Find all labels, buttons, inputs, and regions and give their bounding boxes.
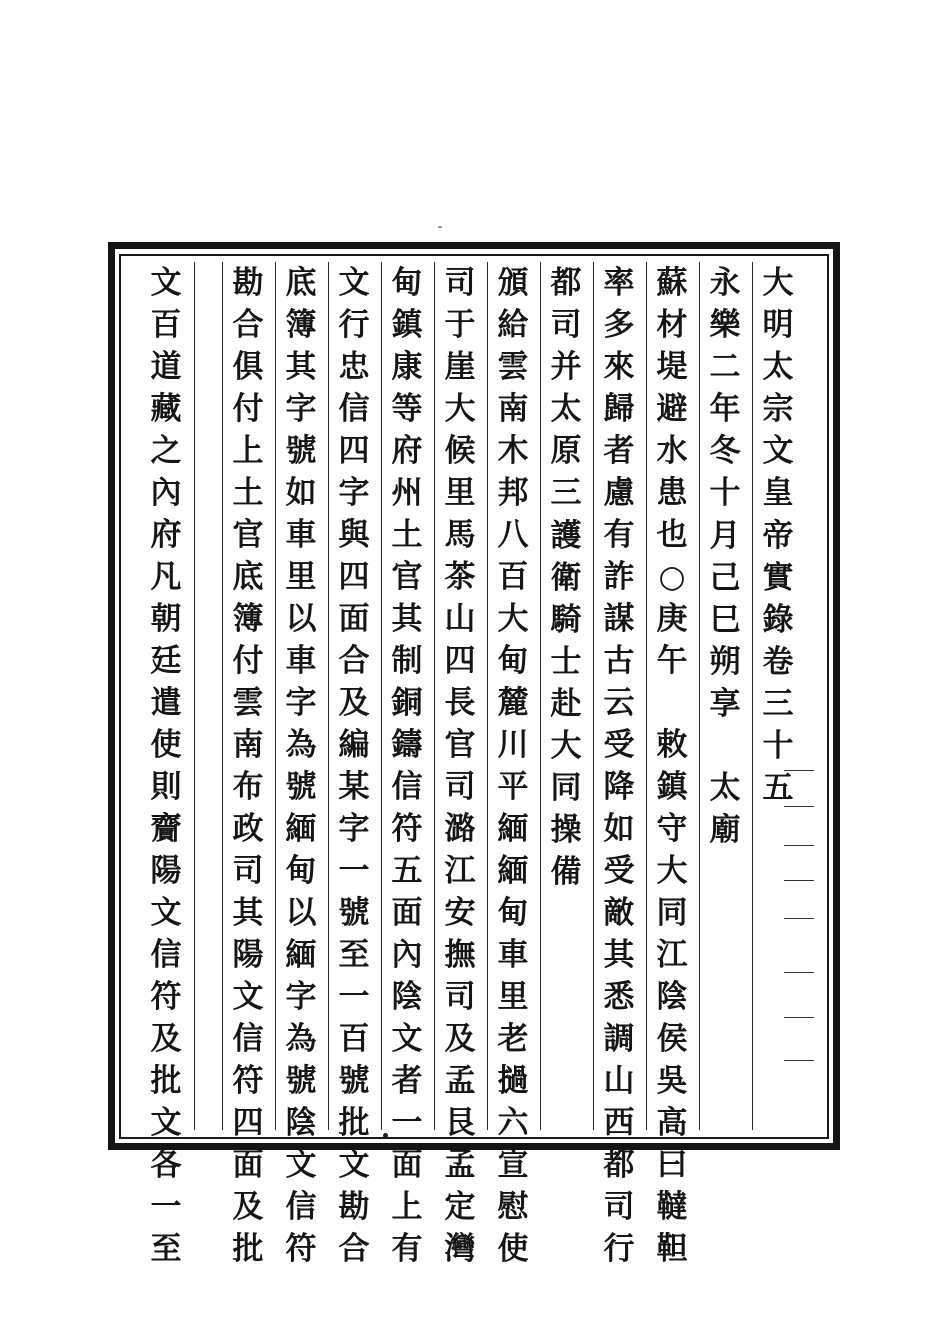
- glyph: 字: [285, 685, 317, 721]
- glyph: 六: [497, 1105, 529, 1141]
- glyph: 馬: [444, 517, 476, 553]
- glyph: 詐: [603, 559, 635, 595]
- glyph: 四: [338, 433, 370, 469]
- glyph: 文: [391, 1021, 423, 1057]
- glyph: 年: [709, 391, 741, 428]
- glyph: 緬: [285, 937, 317, 973]
- glyph: 信: [150, 937, 182, 973]
- glyph: 受: [603, 727, 635, 763]
- glyph: 定: [444, 1189, 476, 1225]
- glyph: 陽: [150, 853, 182, 889]
- glyph: 及: [150, 1021, 182, 1057]
- glyph: 百: [497, 559, 529, 595]
- glyph: 多: [603, 307, 635, 343]
- glyph: [648, 682, 696, 724]
- glyph: 三: [550, 475, 582, 512]
- glyph: 符: [150, 979, 182, 1015]
- glyph: 都: [603, 1147, 635, 1183]
- glyph: 歸: [603, 391, 635, 427]
- glyph: 司: [444, 265, 476, 301]
- glyph: 府: [150, 517, 182, 553]
- glyph: 敵: [603, 895, 635, 931]
- glyph: 編: [338, 727, 370, 763]
- glyph: 南: [232, 727, 264, 763]
- glyph: 合: [232, 307, 264, 343]
- glyph: 山: [444, 601, 476, 637]
- glyph: 內: [391, 937, 423, 973]
- glyph: 陽: [232, 937, 264, 973]
- glyph: 皇: [762, 475, 794, 512]
- glyph: 符: [391, 811, 423, 847]
- glyph: 其: [285, 349, 317, 385]
- glyph: 司: [550, 307, 582, 344]
- glyph: 四: [338, 559, 370, 595]
- glyph: 灣: [444, 1231, 476, 1267]
- glyph: 冬: [709, 433, 741, 470]
- glyph: 為: [285, 1021, 317, 1057]
- glyph: 錄: [762, 601, 794, 638]
- glyph: 凡: [150, 559, 182, 595]
- glyph: 慮: [603, 475, 635, 511]
- column-text-8: [381, 262, 433, 1267]
- glyph: 老: [497, 1021, 529, 1057]
- glyph: 及: [338, 685, 370, 721]
- glyph: 陰: [656, 979, 688, 1015]
- glyph: 百: [150, 307, 182, 343]
- glyph: 內: [150, 475, 182, 511]
- glyph: 遣: [150, 685, 182, 721]
- glyph: 鑄: [391, 727, 423, 763]
- glyph: 宗: [762, 391, 794, 428]
- glyph: 守: [656, 811, 688, 847]
- column-rule: [194, 262, 195, 1130]
- glyph: 及: [444, 1021, 476, 1057]
- glyph: 朝: [150, 601, 182, 637]
- glyph: 大: [444, 391, 476, 427]
- glyph: 頒: [497, 265, 529, 301]
- glyph: 底: [285, 265, 317, 301]
- glyph: 號: [285, 769, 317, 805]
- glyph: 庚: [656, 601, 688, 637]
- glyph: 古: [603, 643, 635, 679]
- glyph: 面: [391, 1147, 423, 1183]
- glyph: 明: [762, 307, 794, 344]
- glyph: 甸: [391, 265, 423, 301]
- glyph: 艮: [444, 1105, 476, 1141]
- glyph: 上: [391, 1189, 423, 1225]
- glyph: 靼: [656, 1231, 688, 1267]
- glyph: 使: [497, 1231, 529, 1267]
- glyph: 銅: [391, 685, 423, 721]
- glyph: 面: [391, 895, 423, 931]
- glyph: 慰: [497, 1189, 529, 1225]
- glyph: 敕: [656, 727, 688, 763]
- glyph: 受: [603, 853, 635, 889]
- glyph: 土: [391, 517, 423, 553]
- glyph: 江: [656, 937, 688, 973]
- glyph: 等: [391, 391, 423, 427]
- glyph: 其: [232, 895, 264, 931]
- glyph: 崖: [444, 349, 476, 385]
- glyph: 避: [656, 391, 688, 427]
- glyph: 車: [285, 643, 317, 679]
- glyph: 車: [497, 937, 529, 973]
- glyph: 至: [338, 937, 370, 973]
- blank-mark: [784, 918, 814, 919]
- glyph: 甸: [285, 853, 317, 889]
- glyph: 則: [150, 769, 182, 805]
- glyph: 司: [444, 769, 476, 805]
- page-speck: [438, 226, 442, 228]
- glyph: 有: [391, 1231, 423, 1267]
- glyph: 降: [603, 769, 635, 805]
- glyph: 一: [338, 853, 370, 889]
- glyph: 四: [232, 1105, 264, 1141]
- glyph: 木: [497, 433, 529, 469]
- glyph: 候: [444, 433, 476, 469]
- glyph: 月: [709, 517, 741, 554]
- glyph: 以: [285, 601, 317, 637]
- glyph: 簿: [232, 601, 264, 637]
- glyph: 批: [338, 1105, 370, 1141]
- glyph: 者: [391, 1063, 423, 1099]
- glyph: 信: [232, 1021, 264, 1057]
- glyph: 道: [150, 349, 182, 385]
- glyph: 享: [709, 685, 741, 722]
- glyph: 邦: [497, 475, 529, 511]
- glyph: 宣: [497, 1147, 529, 1183]
- glyph: 緬: [285, 811, 317, 847]
- glyph: 堤: [656, 349, 688, 385]
- glyph: 士: [550, 643, 582, 680]
- glyph: 四: [444, 643, 476, 679]
- glyph: 面: [232, 1147, 264, 1183]
- glyph: 鎮: [391, 307, 423, 343]
- glyph: 有: [603, 517, 635, 553]
- glyph: 號: [338, 1063, 370, 1099]
- glyph: 布: [232, 769, 264, 805]
- glyph: 衛: [550, 559, 582, 596]
- glyph: 文: [338, 1147, 370, 1183]
- glyph: 麓: [497, 685, 529, 721]
- glyph: 合: [338, 1231, 370, 1267]
- glyph: 為: [285, 727, 317, 763]
- glyph: 里: [285, 559, 317, 595]
- glyph: 甸: [497, 643, 529, 679]
- glyph: 文: [285, 1147, 317, 1183]
- glyph: 面: [338, 601, 370, 637]
- glyph: 之: [150, 433, 182, 469]
- glyph: 信: [338, 391, 370, 427]
- glyph: 官: [391, 559, 423, 595]
- glyph: 太: [762, 349, 794, 386]
- glyph: 其: [391, 601, 423, 637]
- glyph: 撾: [497, 1063, 529, 1099]
- glyph: 十: [709, 475, 741, 512]
- blank-mark: [784, 880, 814, 881]
- glyph: 大: [497, 601, 529, 637]
- glyph: 護: [550, 517, 582, 554]
- glyph: 平: [497, 769, 529, 805]
- column-text-6: [487, 262, 539, 1267]
- glyph: 號: [285, 1063, 317, 1099]
- glyph: [701, 725, 749, 767]
- glyph: 赴: [550, 685, 582, 722]
- glyph: 司: [444, 979, 476, 1015]
- glyph: 大: [762, 265, 794, 301]
- glyph: 康: [391, 349, 423, 385]
- glyph: 山: [603, 1063, 635, 1099]
- glyph: 者: [603, 433, 635, 469]
- glyph: 土: [232, 475, 264, 511]
- bottom-dot: [383, 1133, 388, 1138]
- glyph: 南: [497, 391, 529, 427]
- glyph: 忠: [338, 349, 370, 385]
- glyph: 患: [656, 475, 688, 511]
- glyph: 太: [709, 770, 741, 807]
- glyph: 符: [232, 1063, 264, 1099]
- column-text-3: [646, 262, 698, 1267]
- glyph: 字: [285, 979, 317, 1015]
- glyph: 批: [232, 1231, 264, 1267]
- glyph: 云: [603, 685, 635, 721]
- glyph: 茶: [444, 559, 476, 595]
- glyph: 孟: [444, 1147, 476, 1183]
- glyph: 來: [603, 349, 635, 385]
- glyph: 調: [603, 1021, 635, 1057]
- glyph: 文: [338, 265, 370, 301]
- glyph: 及: [232, 1189, 264, 1225]
- glyph: 廟: [709, 812, 741, 849]
- glyph: 司: [603, 1189, 635, 1225]
- glyph: 長: [444, 685, 476, 721]
- glyph: 藏: [150, 391, 182, 427]
- glyph: 文: [150, 895, 182, 931]
- glyph: 同: [656, 895, 688, 931]
- glyph: 曰: [656, 1147, 688, 1183]
- glyph: 太: [550, 391, 582, 428]
- glyph: 齎: [150, 811, 182, 847]
- glyph: 永: [709, 265, 741, 301]
- glyph: 騎: [550, 601, 582, 638]
- glyph: 備: [550, 854, 582, 891]
- blank-mark: [784, 845, 814, 846]
- glyph: 官: [444, 727, 476, 763]
- glyph: 率: [603, 265, 635, 301]
- glyph: 符: [285, 1231, 317, 1267]
- glyph: 五: [391, 853, 423, 889]
- glyph: 其: [603, 937, 635, 973]
- glyph: 使: [150, 727, 182, 763]
- glyph: 陰: [285, 1105, 317, 1141]
- glyph: 江: [444, 853, 476, 889]
- glyph: 文: [150, 265, 182, 301]
- glyph: 三: [762, 685, 794, 722]
- glyph: 午: [656, 643, 688, 679]
- glyph: 緬: [497, 811, 529, 847]
- glyph: 一: [391, 1105, 423, 1141]
- glyph: 西: [603, 1105, 635, 1141]
- glyph: 批: [150, 1063, 182, 1099]
- glyph: 文: [232, 979, 264, 1015]
- column-text-1: [752, 262, 804, 1132]
- glyph: 都: [550, 265, 582, 301]
- glyph: 樂: [709, 307, 741, 344]
- glyph: 吳: [656, 1063, 688, 1099]
- column-text-9: [328, 262, 380, 1267]
- glyph: 行: [603, 1231, 635, 1267]
- glyph: 巳: [709, 601, 741, 638]
- glyph: 八: [497, 517, 529, 553]
- glyph: 并: [550, 349, 582, 386]
- glyph: 廷: [150, 643, 182, 679]
- column-text-4: [593, 262, 645, 1267]
- glyph: 陰: [391, 979, 423, 1015]
- glyph: 朔: [709, 643, 741, 680]
- glyph: 號: [285, 433, 317, 469]
- blank-mark: [784, 806, 814, 807]
- glyph: 字: [338, 811, 370, 847]
- glyph: 雲: [232, 685, 264, 721]
- glyph: 合: [338, 643, 370, 679]
- glyph: 原: [550, 433, 582, 470]
- glyph: 操: [550, 812, 582, 849]
- glyph: 與: [338, 517, 370, 553]
- column-text-2: [699, 262, 751, 1132]
- glyph: 五: [762, 770, 794, 807]
- glyph: 給: [497, 307, 529, 343]
- glyph: 上: [232, 433, 264, 469]
- glyph: 百: [338, 1021, 370, 1057]
- glyph: 緬: [497, 853, 529, 889]
- glyph: 行: [338, 307, 370, 343]
- glyph: 州: [391, 475, 423, 511]
- glyph: 官: [232, 517, 264, 553]
- glyph: 甸: [497, 895, 529, 931]
- glyph: 孟: [444, 1063, 476, 1099]
- glyph: 材: [656, 307, 688, 343]
- glyph: 一: [150, 1189, 182, 1225]
- glyph: 信: [391, 769, 423, 805]
- glyph: 同: [550, 770, 582, 807]
- glyph: 府: [391, 433, 423, 469]
- glyph: 謀: [603, 601, 635, 637]
- blank-mark: [784, 1017, 814, 1018]
- glyph: 文: [762, 433, 794, 470]
- glyph: 水: [656, 433, 688, 469]
- glyph: 俱: [232, 349, 264, 385]
- glyph: ○: [658, 559, 686, 595]
- column-text-12: [140, 262, 192, 1267]
- glyph: 字: [285, 391, 317, 427]
- glyph: 十: [762, 728, 794, 765]
- glyph: 蘇: [656, 265, 688, 301]
- glyph: 政: [232, 811, 264, 847]
- glyph: 如: [285, 475, 317, 511]
- glyph: 川: [497, 727, 529, 763]
- glyph: 也: [656, 517, 688, 553]
- glyph: 雲: [497, 349, 529, 385]
- glyph: 卷: [762, 643, 794, 680]
- glyph: 己: [709, 559, 741, 596]
- glyph: 高: [656, 1105, 688, 1141]
- glyph: 以: [285, 895, 317, 931]
- glyph: 勘: [338, 1189, 370, 1225]
- glyph: 如: [603, 811, 635, 847]
- glyph: 安: [444, 895, 476, 931]
- glyph: 信: [285, 1189, 317, 1225]
- glyph: 于: [444, 307, 476, 343]
- glyph: 制: [391, 643, 423, 679]
- glyph: 簿: [285, 307, 317, 343]
- column-text-11: [222, 262, 274, 1267]
- glyph: 大: [550, 728, 582, 765]
- glyph: 號: [338, 895, 370, 931]
- glyph: 至: [150, 1231, 182, 1267]
- glyph: 悉: [603, 979, 635, 1015]
- glyph: 字: [338, 475, 370, 511]
- glyph: 里: [497, 979, 529, 1015]
- glyph: 里: [444, 475, 476, 511]
- column-text-10: [275, 262, 327, 1267]
- blank-mark: [784, 770, 814, 771]
- column-text-5: [540, 262, 592, 1132]
- glyph: 付: [232, 391, 264, 427]
- glyph: 鎮: [656, 769, 688, 805]
- glyph: 潞: [444, 811, 476, 847]
- blank-mark: [784, 1060, 814, 1061]
- glyph: 文: [150, 1105, 182, 1141]
- glyph: 車: [285, 517, 317, 553]
- glyph: 某: [338, 769, 370, 805]
- column-text-7: [434, 262, 486, 1267]
- glyph: 底: [232, 559, 264, 595]
- glyph: 大: [656, 853, 688, 889]
- glyph: 撫: [444, 937, 476, 973]
- glyph: 侯: [656, 1021, 688, 1057]
- glyph: 勘: [232, 265, 264, 301]
- glyph: 實: [762, 559, 794, 596]
- glyph: 司: [232, 853, 264, 889]
- glyph: 韃: [656, 1189, 688, 1225]
- glyph: 一: [338, 979, 370, 1015]
- glyph: 帝: [762, 517, 794, 554]
- glyph: 付: [232, 643, 264, 679]
- glyph: 各: [150, 1147, 182, 1183]
- blank-mark: [784, 972, 814, 973]
- glyph: 二: [709, 349, 741, 386]
